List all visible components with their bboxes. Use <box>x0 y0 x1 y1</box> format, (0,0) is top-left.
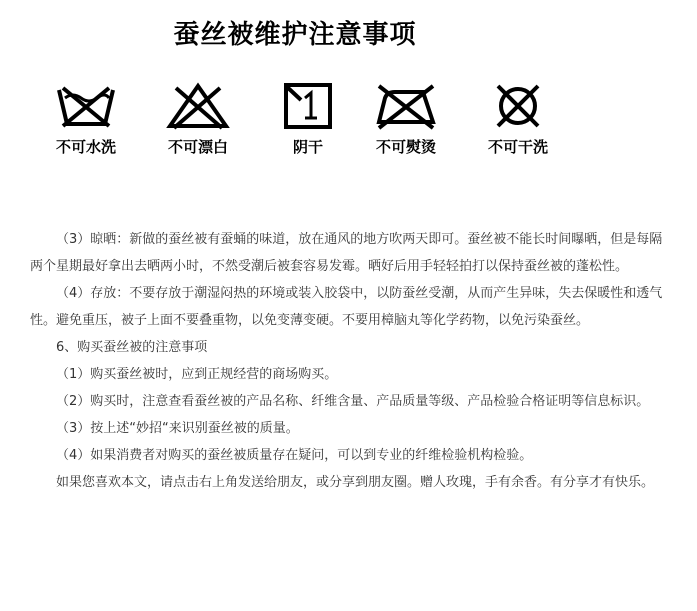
paragraph-buy-2: （2）购买时，注意查看蚕丝被的产品名称、纤维含量、产品质量等级、产品检验合格证明等信息标识。 <box>56 394 650 409</box>
care-label-no-bleach: 不可漂白 <box>167 138 228 156</box>
paragraph-share: 如果您喜欢本文，请点击右上角发送给朋友，或分享到朋友圈。赠人玫瑰，手有余香。有分享才有快乐。 <box>56 475 655 490</box>
care-item-no-dryclean <box>468 82 568 157</box>
no-wash-icon <box>55 82 117 130</box>
care-item-no-iron <box>356 82 456 157</box>
page-title: 蚕丝被维护注意事项 <box>173 20 417 50</box>
paragraph-storage: （4）存放：不要存放于潮湿闷热的环境或装入胶袋中，以防蚕丝受潮，从而产生异味，失去保暖性和透气性。避免重压，被子上面不要叠重物，以免变薄变硬。不要用樟脑丸等化学药物，以免污染蚕丝。 <box>30 286 663 328</box>
paragraph-buy-1: （1）购买蚕丝被时，应到正规经营的商场购买。 <box>56 367 338 382</box>
care-label-no-iron: 不可熨烫 <box>375 138 436 156</box>
care-item-no-bleach <box>148 82 248 157</box>
care-item-no-wash <box>36 82 136 157</box>
care-icons-row <box>36 82 566 172</box>
no-dryclean-icon <box>492 82 544 130</box>
care-label-no-wash: 不可水洗 <box>55 138 116 156</box>
paragraph-drying: （3）晾晒：新做的蚕丝被有蚕蛹的味道，放在通风的地方吹两天即可。蚕丝被不能长时间曝晒，但是每隔两个星期最好拿出去晒两小时，不然受潮后被套容易发霉。晒好后用手轻轻拍打以保持蚕丝被的蓬松性。 <box>30 232 663 274</box>
paragraph-buy-4: （4）如果消费者对购买的蚕丝被质量存在疑问，可以到专业的纤维检验机构检验。 <box>56 448 533 463</box>
article-body <box>30 226 670 496</box>
no-bleach-icon <box>166 82 230 130</box>
shade-dry-icon <box>283 82 333 130</box>
care-item-shade-dry <box>258 82 358 157</box>
care-label-shade-dry: 阴干 <box>292 138 323 156</box>
care-label-no-dryclean: 不可干洗 <box>487 138 548 156</box>
paragraph-buy-3: （3）按上述“妙招“来识别蚕丝被的质量。 <box>56 421 299 436</box>
no-iron-icon <box>371 82 441 130</box>
section-heading-buying: 6、购买蚕丝被的注意事项 <box>56 340 208 355</box>
